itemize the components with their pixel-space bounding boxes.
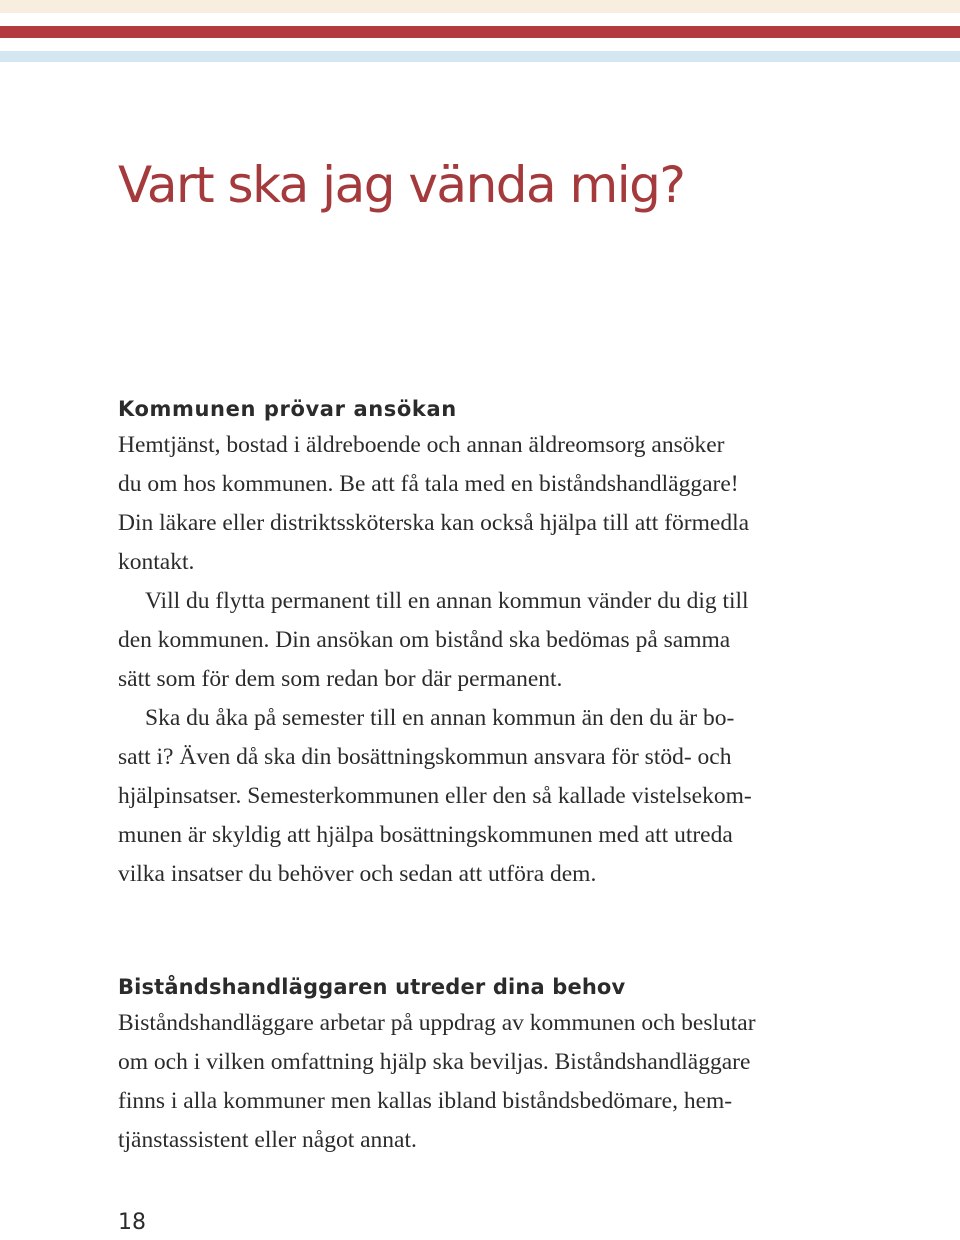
text-line: hjälpinsatser. Semesterkommunen eller den så kallade vistelsekom- — [118, 783, 752, 809]
paragraph — [118, 1004, 848, 1160]
text-line: kontakt. — [118, 549, 195, 575]
paragraph — [118, 699, 848, 894]
text-line: satt i? Även då ska din bosättningskommun ansvara för stöd- och — [118, 744, 732, 770]
text-line: den kommunen. Din ansökan om bistånd ska bedömas på samma — [118, 627, 731, 653]
top-stripe-red — [0, 26, 960, 38]
text-line: Ska du åka på semester till en annan kommun än den du är bo- — [145, 705, 735, 731]
text-line: Vill du flytta permanent till en annan kommun vänder du dig till — [145, 588, 749, 614]
text-line: Din läkare eller distriktssköterska kan också hjälpa till att förmedla — [118, 510, 750, 536]
text-line: vilka insatser du behöver och sedan att utföra dem. — [118, 861, 597, 887]
text-line: Hemtjänst, bostad i äldreboende och annan äldreomsorg ansöker — [118, 432, 725, 458]
section-heading: Kommunen prövar ansökan — [118, 397, 457, 421]
section-bistandshandlaggaren — [118, 970, 848, 1160]
section-kommunen-provar-ansokan — [118, 392, 848, 894]
section-heading: Biståndshandläggaren utreder dina behov — [118, 975, 626, 999]
text-line: Biståndshandläggare arbetar på uppdrag av kommunen och beslutar — [118, 1010, 756, 1036]
text-line: tjänstassistent eller något annat. — [118, 1127, 417, 1153]
text-line: munen är skyldig att hjälpa bosättningskommunen med att utreda — [118, 822, 733, 848]
page-number: 18 — [118, 1210, 146, 1235]
top-stripe-cream — [0, 0, 960, 13]
text-line: du om hos kommunen. Be att få tala med en biståndshandläggare! — [118, 471, 739, 497]
paragraph — [118, 426, 848, 582]
top-stripe-blue — [0, 51, 960, 62]
text-line: om och i vilken omfattning hjälp ska beviljas. Biståndshandläggare — [118, 1049, 751, 1075]
page-title: Vart ska jag vända mig? — [118, 156, 685, 214]
paragraph — [118, 582, 848, 699]
text-line: finns i alla kommuner men kallas ibland biståndsbedömare, hem- — [118, 1088, 733, 1114]
text-line: sätt som för dem som redan bor där permanent. — [118, 666, 563, 692]
